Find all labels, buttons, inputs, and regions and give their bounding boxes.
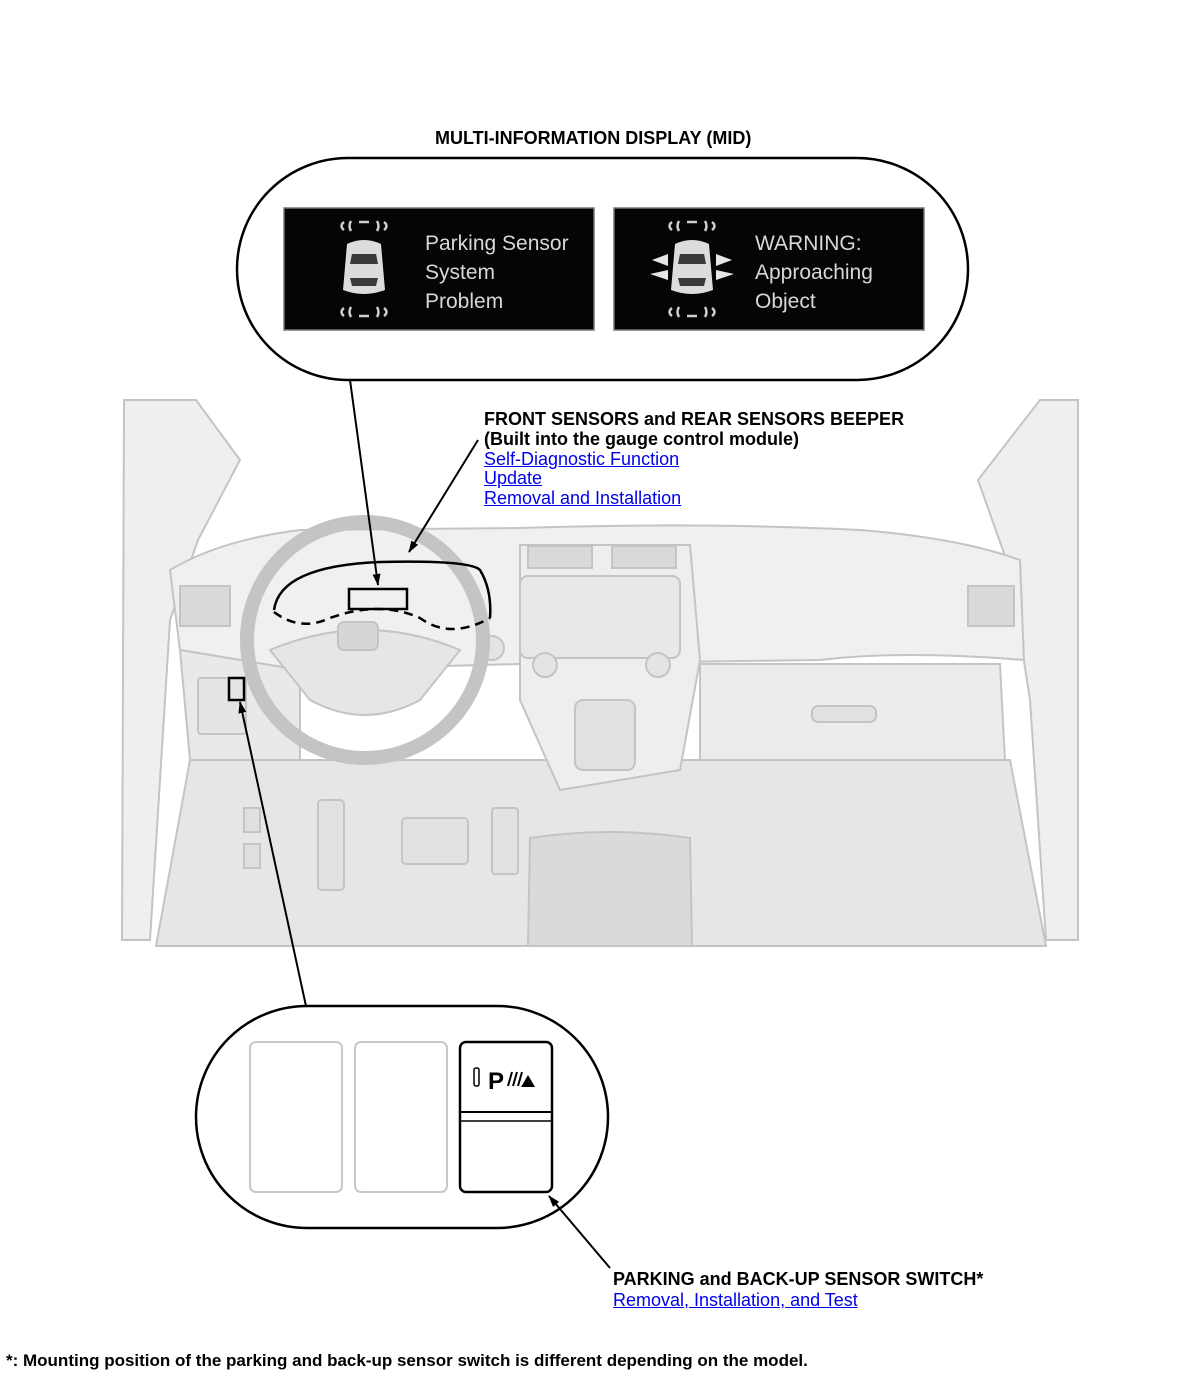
parking-sensor-switch: [460, 1042, 552, 1192]
vent-center-right: [612, 546, 676, 568]
mid-screen-left: [284, 208, 594, 330]
beeper-title: FRONT SENSORS and REAR SENSORS BEEPER: [484, 409, 905, 429]
blank-switch-1: [250, 1042, 342, 1192]
mid-left-line2: System: [425, 261, 496, 284]
dead-pedal: [318, 800, 344, 890]
center-screen: [520, 576, 680, 658]
beeper-subtitle: (Built into the gauge control module): [484, 429, 799, 449]
shifter-console: [575, 700, 635, 770]
switch-title: PARKING and BACK-UP SENSOR SWITCH*: [613, 1269, 984, 1289]
switch-panel: [198, 678, 246, 734]
mid-left-line1: Parking Sensor: [425, 232, 569, 255]
mid-screen-right: [614, 208, 924, 330]
brake-pedal: [402, 818, 468, 864]
mid-title: MULTI-INFORMATION DISPLAY (MID): [435, 128, 752, 148]
center-console: [528, 832, 692, 946]
update-link[interactable]: Update: [484, 468, 543, 488]
self-diagnostic-link[interactable]: Self-Diagnostic Function: [484, 449, 680, 469]
switch-p-letter: P: [488, 1068, 505, 1095]
removal-installation-link[interactable]: Removal and Installation: [484, 488, 682, 508]
switch-removal-installation-test-link[interactable]: Removal, Installation, and Test: [613, 1290, 858, 1310]
mid-right-line2: Approaching: [755, 261, 873, 284]
footnote: *: Mounting position of the parking and back-up sensor switch is different depending on the model.: [6, 1351, 808, 1370]
mid-left-line3: Problem: [425, 290, 504, 313]
hood-release-2: [244, 844, 260, 868]
blank-switch-2: [355, 1042, 447, 1192]
glovebox-handle: [812, 706, 876, 722]
mid-right-line3: Object: [755, 290, 816, 313]
hood-release-1: [244, 808, 260, 832]
hvac-knob-right: [646, 653, 670, 677]
accelerator-pedal: [492, 808, 518, 874]
mid-right-line1: WARNING:: [755, 232, 862, 255]
hvac-knob-left: [533, 653, 557, 677]
honda-logo: [338, 622, 378, 650]
vent-center-left: [528, 546, 592, 568]
vent-left: [180, 586, 230, 626]
vent-right: [968, 586, 1014, 626]
car-interior-illustration: [122, 400, 1078, 946]
switch-callout-leader-line: [549, 1196, 610, 1268]
